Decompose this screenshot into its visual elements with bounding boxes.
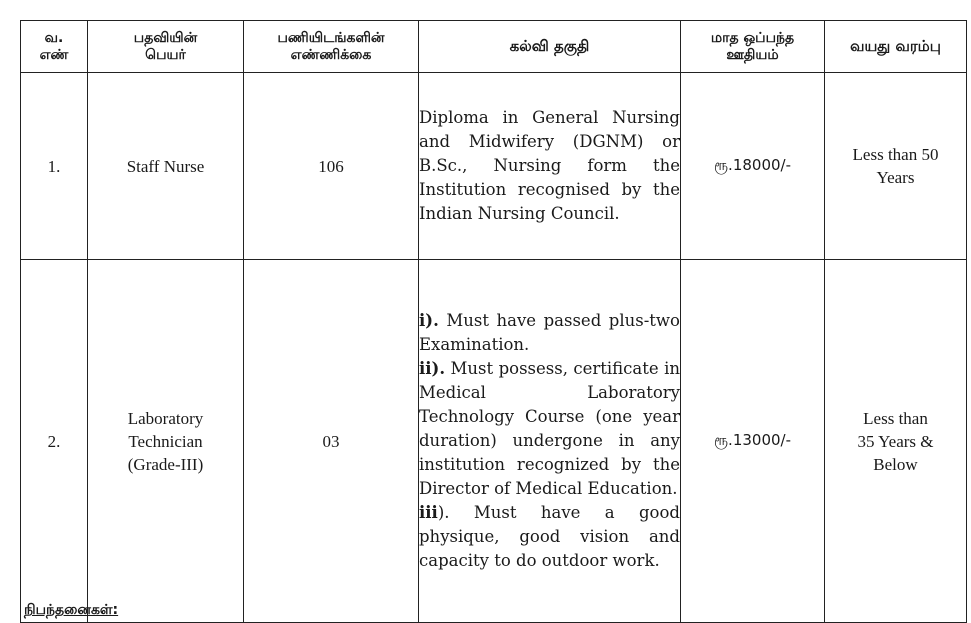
row-age-limit: Less than 50 Years: [825, 73, 967, 260]
qualification-text: Diploma in General Nursing and Midwifery (DGNM) or B.Sc., Nursing form the Institution recognised by the Indian Nursing Council.: [419, 108, 680, 223]
row-age-limit: Less than 35 Years & Below: [825, 260, 967, 623]
qualification-item: [419, 357, 680, 501]
table-header-row: [21, 21, 967, 73]
header-vacancy-count: பணியிடங்களின் எண்ணிக்கை: [244, 21, 419, 73]
recruitment-table: [20, 20, 967, 623]
row-post-name: Laboratory Technician (Grade-III): [88, 260, 244, 623]
row-salary: ரூ.18000/-: [681, 73, 825, 260]
row-serial-number: 1.: [21, 73, 88, 260]
item-marker: ii).: [419, 359, 446, 378]
table-row: [21, 73, 967, 260]
header-qualification: கல்வி தகுதி: [419, 21, 681, 73]
item-text: Must have passed plus-two Examination.: [419, 311, 680, 354]
header-serial-number: வ. எண்: [21, 21, 88, 73]
header-salary: மாத ஒப்பந்த ஊதியம்: [681, 21, 825, 73]
item-text: Must possess, certificate in Medical Laboratory Technology Course (one year duration) undergone in any institution recognized by the Director of Medical Education.: [419, 359, 680, 498]
conditions-heading: நிபந்தனைகள்:: [24, 602, 119, 618]
row-post-name: Staff Nurse: [88, 73, 244, 260]
qualification-item: [419, 501, 680, 573]
item-marker: i).: [419, 311, 439, 330]
qualification-item: [419, 309, 680, 357]
row-qualification: [419, 73, 681, 260]
item-text: ). Must have a good physique, good vision and capacity to do outdoor work.: [419, 503, 680, 570]
item-marker: iii: [419, 503, 438, 522]
row-salary: ரூ.13000/-: [681, 260, 825, 623]
row-serial-number: 2.: [21, 260, 88, 623]
row-vacancy-count: 106: [244, 73, 419, 260]
row-qualification: [419, 260, 681, 623]
header-post-name: பதவியின் பெயர்: [88, 21, 244, 73]
table-row: [21, 260, 967, 623]
row-vacancy-count: 03: [244, 260, 419, 623]
header-age-limit: வயது வரம்பு: [825, 21, 967, 73]
